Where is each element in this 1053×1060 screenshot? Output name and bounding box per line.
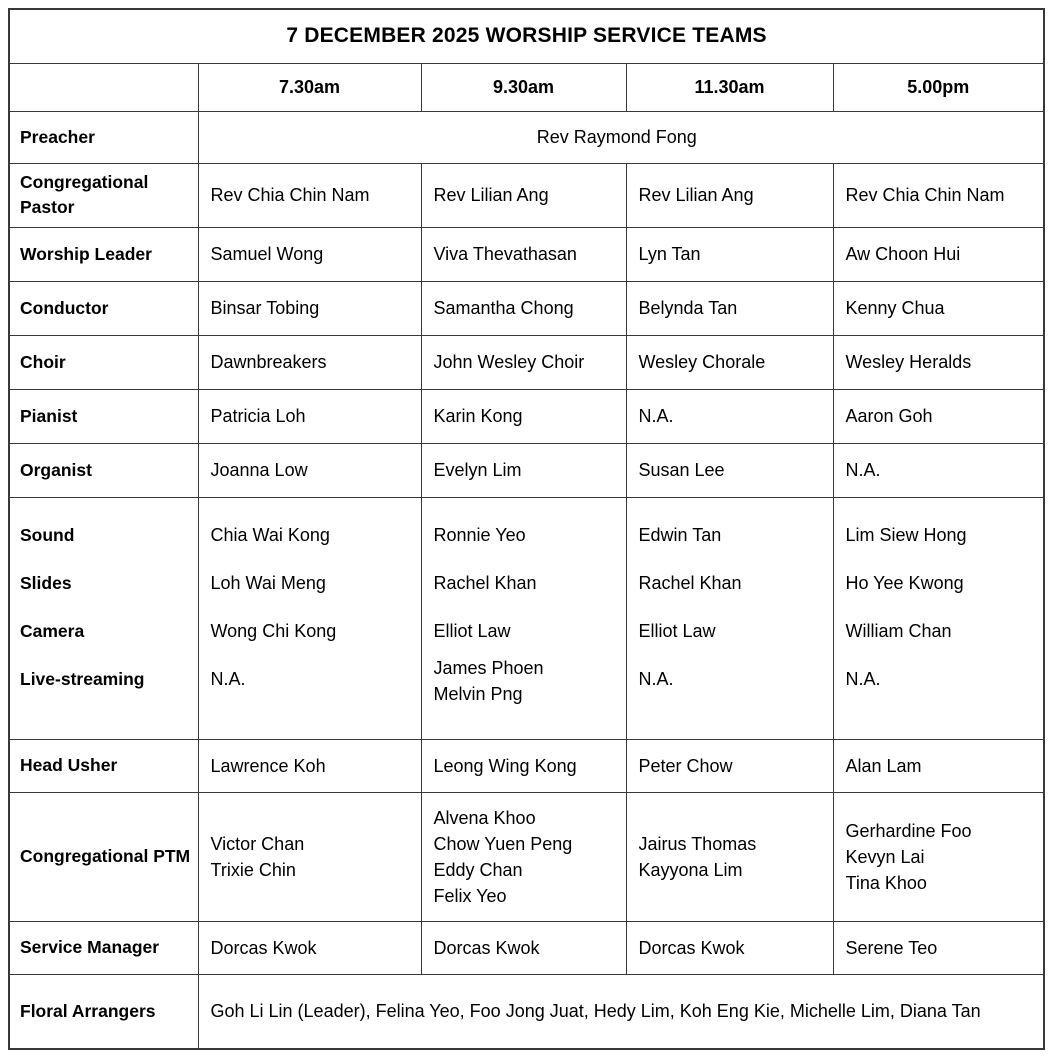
cell-conductor-500pm: Kenny Chua <box>833 281 1044 335</box>
row-choir <box>9 335 1044 389</box>
row-congregational-pastor <box>9 163 1044 227</box>
cell-choir-730am: Dawnbreakers <box>198 335 421 389</box>
cell-floral-arrangers-all-services: Goh Li Lin (Leader), Felina Yeo, Foo Jong Juat, Hedy Lim, Koh Eng Kie, Michelle Lim, Diana Tan <box>198 974 1044 1049</box>
cell-head-usher-500pm: Alan Lam <box>833 739 1044 792</box>
cell-organist-500pm: N.A. <box>833 443 1044 497</box>
cell-congregational-ptm-930am: Alvena Khoo Chow Yuen Peng Eddy Chan Felix Yeo <box>421 792 626 921</box>
row-label-av-team-2: Camera <box>20 620 85 641</box>
cell-worship-leader-730am: Samuel Wong <box>198 227 421 281</box>
cell-worship-leader-930am: Viva Thevathasan <box>421 227 626 281</box>
row-av-team <box>9 497 1044 739</box>
cell-av-team-930am: Ronnie Yeo Rachel Khan Elliot Law James Phoen Melvin Png <box>421 497 626 739</box>
row-label-av-team-3: Live-streaming <box>20 668 145 689</box>
cell-worship-leader-500pm: Aw Choon Hui <box>833 227 1044 281</box>
cell-congregational-pastor-730am: Rev Chia Chin Nam <box>198 163 421 227</box>
cell-organist-730am: Joanna Low <box>198 443 421 497</box>
cell-pianist-730am: Patricia Loh <box>198 389 421 443</box>
cell-head-usher-930am: Leong Wing Kong <box>421 739 626 792</box>
cell-choir-930am: John Wesley Choir <box>421 335 626 389</box>
cell-congregational-ptm-500pm: Gerhardine Foo Kevyn Lai Tina Khoo <box>833 792 1044 921</box>
row-label-organist: Organist <box>9 443 198 497</box>
row-head-usher <box>9 739 1044 792</box>
cell-av-team-500pm: Lim Siew Hong Ho Yee Kwong William Chan N.A. <box>833 497 1044 739</box>
cell-worship-leader-1130am: Lyn Tan <box>626 227 833 281</box>
cell-pianist-1130am: N.A. <box>626 389 833 443</box>
cell-service-manager-930am: Dorcas Kwok <box>421 921 626 974</box>
row-preacher <box>9 111 1044 163</box>
cell-service-manager-500pm: Serene Teo <box>833 921 1044 974</box>
row-label-av-team <box>9 497 198 739</box>
time-header-1130am: 11.30am <box>626 63 833 111</box>
row-floral-arrangers <box>9 974 1044 1049</box>
cell-choir-1130am: Wesley Chorale <box>626 335 833 389</box>
cell-head-usher-1130am: Peter Chow <box>626 739 833 792</box>
cell-pianist-500pm: Aaron Goh <box>833 389 1044 443</box>
row-label-service-manager: Service Manager <box>9 921 198 974</box>
cell-congregational-pastor-1130am: Rev Lilian Ang <box>626 163 833 227</box>
row-label-av-team-0: Sound <box>20 524 75 545</box>
row-label-av-team-1: Slides <box>20 572 72 593</box>
cell-organist-930am: Evelyn Lim <box>421 443 626 497</box>
cell-congregational-ptm-1130am: Jairus Thomas Kayyona Lim <box>626 792 833 921</box>
time-header-row <box>9 63 1044 111</box>
cell-organist-1130am: Susan Lee <box>626 443 833 497</box>
time-header-930am: 9.30am <box>421 63 626 111</box>
cell-service-manager-730am: Dorcas Kwok <box>198 921 421 974</box>
cell-congregational-pastor-500pm: Rev Chia Chin Nam <box>833 163 1044 227</box>
cell-pianist-930am: Karin Kong <box>421 389 626 443</box>
row-service-manager <box>9 921 1044 974</box>
cell-av-team-730am: Chia Wai Kong Loh Wai Meng Wong Chi Kong N.A. <box>198 497 421 739</box>
time-header-730am: 7.30am <box>198 63 421 111</box>
table-title: 7 DECEMBER 2025 WORSHIP SERVICE TEAMS <box>9 9 1044 63</box>
row-label-floral-arrangers: Floral Arrangers <box>9 974 198 1049</box>
cell-av-team-1130am: Edwin Tan Rachel Khan Elliot Law N.A. <box>626 497 833 739</box>
cell-head-usher-730am: Lawrence Koh <box>198 739 421 792</box>
cell-congregational-pastor-930am: Rev Lilian Ang <box>421 163 626 227</box>
row-conductor <box>9 281 1044 335</box>
cell-conductor-930am: Samantha Chong <box>421 281 626 335</box>
row-pianist <box>9 389 1044 443</box>
row-label-conductor: Conductor <box>9 281 198 335</box>
cell-conductor-1130am: Belynda Tan <box>626 281 833 335</box>
row-worship-leader <box>9 227 1044 281</box>
row-label-choir: Choir <box>9 335 198 389</box>
row-congregational-ptm <box>9 792 1044 921</box>
row-label-head-usher: Head Usher <box>9 739 198 792</box>
row-organist <box>9 443 1044 497</box>
cell-congregational-ptm-730am: Victor Chan Trixie Chin <box>198 792 421 921</box>
row-label-worship-leader: Worship Leader <box>9 227 198 281</box>
cell-conductor-730am: Binsar Tobing <box>198 281 421 335</box>
cell-service-manager-1130am: Dorcas Kwok <box>626 921 833 974</box>
corner-cell <box>9 63 198 111</box>
row-label-congregational-pastor: Congregational Pastor <box>9 163 198 227</box>
cell-preacher-all-services: Rev Raymond Fong <box>198 111 1044 163</box>
row-label-pianist: Pianist <box>9 389 198 443</box>
title-row <box>9 9 1044 63</box>
time-header-500pm: 5.00pm <box>833 63 1044 111</box>
row-label-preacher: Preacher <box>9 111 198 163</box>
cell-choir-500pm: Wesley Heralds <box>833 335 1044 389</box>
row-label-congregational-ptm: Congregational PTM <box>9 792 198 921</box>
worship-service-teams-table <box>8 8 1045 1050</box>
